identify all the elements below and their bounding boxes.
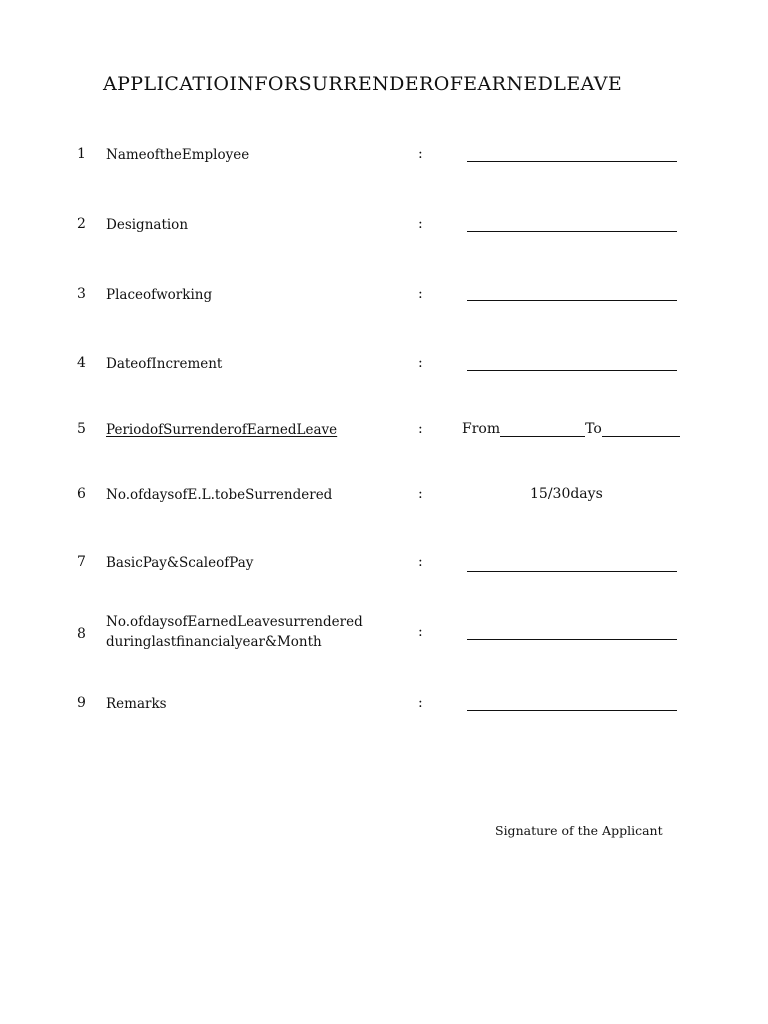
row-number: 5 (77, 421, 86, 437)
row-number: 9 (77, 695, 86, 711)
row-colon: : (418, 421, 423, 437)
row-number: 1 (77, 146, 86, 162)
row-label: BasicPay&ScaleofPay (106, 555, 254, 571)
basic-pay-blank[interactable] (467, 571, 677, 572)
row-colon: : (418, 486, 423, 502)
row-number: 4 (77, 355, 86, 371)
days-surrendered-value: 15/30days (530, 486, 603, 502)
signature-label: Signature of the Applicant (495, 823, 663, 838)
row-label: Designation (106, 217, 189, 233)
row-colon: : (418, 554, 423, 570)
row-number: 2 (77, 216, 86, 232)
row-number: 3 (77, 286, 86, 302)
row-colon: : (418, 146, 423, 162)
row-label (106, 612, 363, 652)
from-date-blank[interactable] (500, 422, 585, 437)
row-colon: : (418, 695, 423, 711)
designation-blank[interactable] (467, 231, 677, 232)
row-colon: : (418, 216, 423, 232)
form-title: APPLICATIOINFORSURRENDEROFEARNEDLEAVE (103, 73, 623, 95)
row-number: 7 (77, 554, 86, 570)
to-label: To (585, 421, 602, 437)
row-colon: : (418, 355, 423, 371)
from-label: From (462, 421, 501, 437)
row-number: 6 (77, 486, 86, 502)
row-label: PeriodofSurrenderofEarnedLeave (106, 422, 338, 438)
row-label-line1: No.ofdaysofEarnedLeavesurrendered (106, 614, 363, 630)
row-label: NameoftheEmployee (106, 147, 250, 163)
row-label-line2: duringlastfinancialyear&Month (106, 634, 322, 650)
date-of-increment-blank[interactable] (467, 370, 677, 371)
row-label: DateofIncrement (106, 356, 223, 372)
last-year-surrender-blank[interactable] (467, 639, 677, 640)
row-number: 8 (77, 626, 86, 642)
employee-name-blank[interactable] (467, 161, 677, 162)
row-label: Placeofworking (106, 287, 213, 303)
row-label: No.ofdaysofE.L.tobeSurrendered (106, 487, 333, 503)
row-label: Remarks (106, 696, 167, 712)
period-fields (462, 421, 680, 437)
place-of-working-blank[interactable] (467, 300, 677, 301)
remarks-blank[interactable] (467, 710, 677, 711)
row-colon: : (418, 624, 423, 640)
to-date-blank[interactable] (602, 422, 680, 437)
row-colon: : (418, 286, 423, 302)
